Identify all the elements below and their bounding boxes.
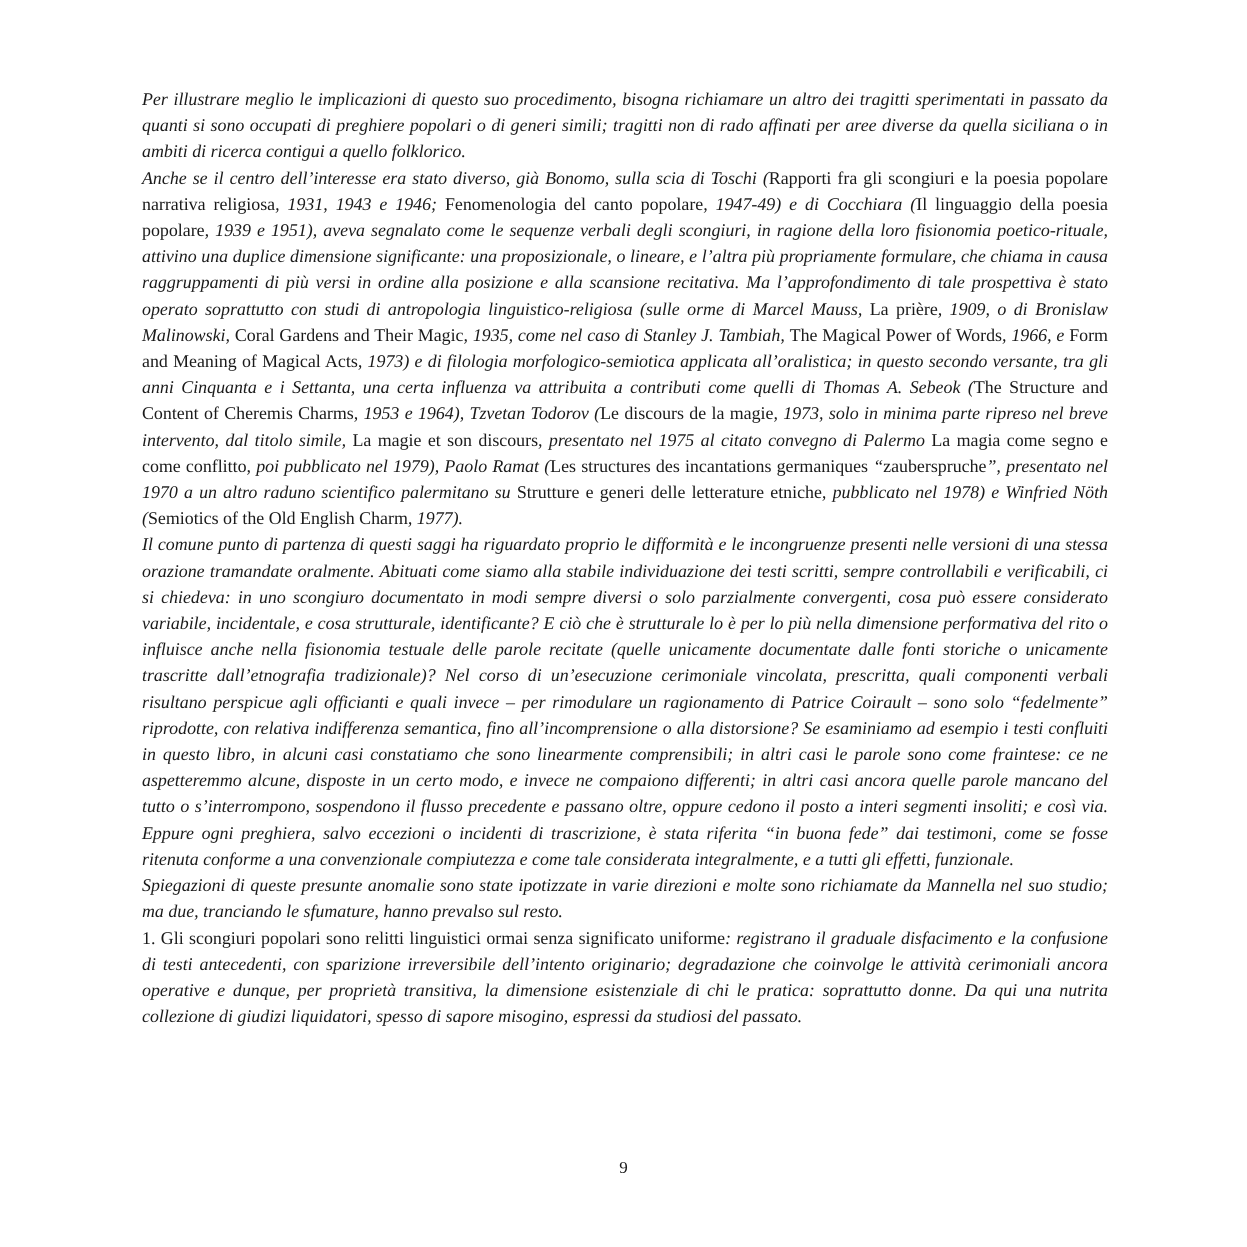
title-text-segment: Il linguaggio della poesia popolare [142, 193, 1108, 241]
italic-text-segment: Il comune punto di partenza di questi saggi ha riguardato proprio le difformità e le incongruenze presenti nelle versioni di una stessa orazione tramandate oralmente. Abituati come siamo alla stabile individuazione dei testi scritti, sempre controllabili e verificabili, ci si chiedeva: in uno scongiuro documentato in modi sempre diversi o solo parzialmente convergenti, cosa può essere considerato variabile, incidentale, e cosa strutturale, identificante? E ciò che è strutturale lo è per lo più nella dimensione performativa del rito o influisce anche nella fisionomia testuale delle parole recitate (quelle unicamente documentate dalle fonti storiche o unicamente trascritte dall’etnografia tradizionale)? Nel corso di un’esecuzione cerimoniale vincolata, prescritta, quali componenti verbali risultano perspicue agli officianti e quali invece – per rimodulare un ragionamento di Patrice Coirault – sono solo “fedelmente” riprodotte, con relativa indifferenza semantica, fino all’incomprensione o alla distorsione? Se esaminiamo ad esempio i testi confluiti in questo libro, in alcuni casi constatiamo che sono linearmente comprensibili; in altri casi le parole sono come fraintese: ce ne aspetteremmo alcune, disposte in un certo modo, e invece ne compaiono differenti; in altri casi ancora quelle parole mancano del tutto o s’interrompono, sospendono il flusso precedente e passano oltre, oppure cedono il posto a interi segmenti insoliti; e così via. Eppure ogni preghiera, salvo eccezioni o incidenti di trascrizione, è stata riferita “in buona fede” dai testimoni, come se fosse ritenuta conforme a una convenzionale compiutezza e come tale considerata integralmente, e a tutti gli effetti, funzionale. [142, 534, 1108, 869]
italic-text-segment: , 1935, come nel caso di Stanley J. Tambiah, [463, 324, 790, 345]
title-text-segment: The Magical Power of Words [789, 324, 1002, 345]
paragraph-2 [142, 165, 1108, 532]
italic-text-segment: , 1973, solo in minima parte ripreso nel breve intervento, dal titolo simile, [142, 403, 1108, 450]
italic-text-segment: Per illustrare meglio le implicazioni di questo suo procedimento, bisogna richiamare un altro dei tragitti sperimentati in passato da quanti si sono occupati di preghiere popolari o di generi simili; tragitti non di rado affinati per aree diverse da quella siciliana o in ambiti di ricerca contigui a quello folklorico. [142, 89, 1108, 162]
page-number: 9 [619, 1158, 628, 1177]
italic-text-segment: Spiegazioni di queste presunte anomalie sono state ipotizzate in varie direzioni e molte sono richiamate da Mannella nel suo studio; ma due, tranciando le sfumature, hanno prevalso sul resto. [142, 875, 1108, 922]
title-text-segment: Form and Meaning of Magical Acts [142, 324, 1108, 372]
italic-text-segment: , 1966, e [1002, 324, 1070, 345]
title-text-segment: Semiotics of the Old English Charm [147, 508, 408, 529]
paragraph-5 [142, 925, 1108, 1030]
italic-text-segment: , 1939 e 1951), aveva segnalato come le sequenze verbali degli scongiuri, in ragione della loro fisionomia poetico-rituale, attivino una duplice dimensione significante: una proposizionale, o lineare, e l’altra più propriamente formulare, che chiama in causa raggruppamenti di più versi in ordine alla posizione e alla scansione recitativa. Ma l’approfondimento di tale prospettiva è stato operato soprattutto con studi di antropologia linguistico-religiosa (sulle orme di Marcel Mauss, [142, 220, 1108, 319]
italic-text-segment: : registrano il graduale disfacimento e la confusione di testi antecedenti, con sparizione irreversibile dell’intento originario; degradazione che coinvolge le attività cerimoniali ancora operative e dunque, per proprietà transitiva, la dimensione esistenziale di chi le pratica: soprattutto donne. Da qui una nutrita collezione di giudizi liquidatori, spesso di sapore misogino, espressi da studiosi del passato. [142, 927, 1108, 1027]
paragraph-3 [142, 531, 1108, 872]
title-text-segment: La magie et son discours [352, 429, 539, 450]
italic-text-segment: , presentato nel 1975 al citato convegno di Palermo [538, 429, 932, 450]
italic-text-segment: , 1977). [407, 508, 464, 529]
title-text-segment: Le discours de la magie [600, 403, 774, 424]
title-text-segment: zauberspruche [883, 455, 987, 476]
document-body [142, 86, 1108, 1029]
italic-text-segment: , 1947-49) e di Cocchiara ( [703, 193, 917, 214]
title-text-segment: La magia come segno e come conflitto [142, 429, 1108, 476]
italic-text-segment: , poi pubblicato nel 1979), Paolo Ramat ( [246, 455, 551, 476]
title-text-segment: Les structures des incantations germaniques [550, 455, 874, 476]
italic-text-segment: ”, presentato nel 1970 a un altro raduno scientifico palermitano su [142, 455, 1108, 503]
italic-text-segment: , pubblicato nel 1978) e Winfried Nöth ( [142, 482, 1108, 529]
italic-text-segment: , 1973) e di filologia morfologico-semiotica applicata all’oralistica; in questo secondo versante, tra gli anni Cinquanta e i Settanta, una certa influenza va attribuita a contributi come quelli di Thomas A. Sebeok ( [142, 351, 1108, 398]
title-text-segment: The Structure and Content of Cheremis Charms [142, 377, 1108, 424]
italic-text-segment: , 1909, o di Bronislaw Malinowski, [142, 298, 1108, 345]
italic-text-segment: , 1931, 1943 e 1946; [275, 193, 445, 214]
title-text-segment: Fenomenologia del canto popolare [444, 193, 704, 214]
title-text-segment: Rapporti fra gli scongiuri e la poesia popolare narrativa religiosa [142, 167, 1108, 214]
italic-text-segment: “ [873, 455, 884, 476]
italic-text-segment: , 1953 e 1964), Tzvetan Todorov ( [353, 403, 601, 424]
paragraph-4 [142, 872, 1108, 924]
italic-text-segment: Anche se il centro dell’interesse era stato diverso, già Bonomo, sulla scia di Toschi ( [142, 167, 769, 188]
paragraph-1 [142, 86, 1108, 165]
title-text-segment: Strutture e generi delle letterature etniche [516, 482, 822, 503]
title-text-segment: Coral Gardens and Their Magic [234, 324, 464, 345]
title-text-segment: 1. Gli scongiuri popolari sono relitti linguistici ormai senza significato uniforme [142, 927, 726, 948]
title-text-segment: La prière [869, 298, 938, 319]
